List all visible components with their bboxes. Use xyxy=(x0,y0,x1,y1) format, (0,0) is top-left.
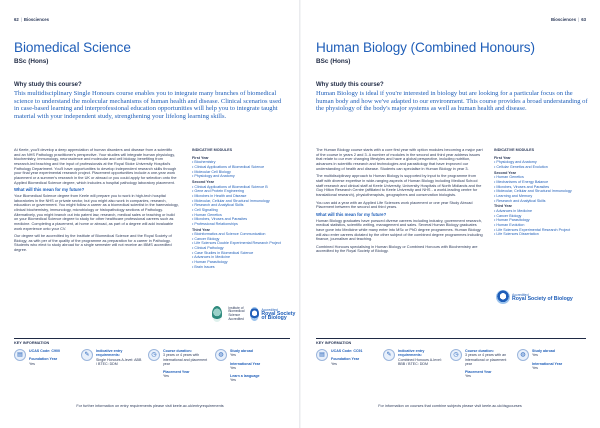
module-item: • Life Sciences Double Experimental Research Project xyxy=(192,241,287,246)
body-paragraph: The Human Biology course starts with a core first year with option modules becoming a major part of the course in years 2 and 3. A number of modules in the second and third year address issues that relate to our ever changing lifestyles and have a global perspective, including nutrition, advances in scientific research and technologies and parasitology that have improved our understanding of health and disease. Students can specialise in Human Biology in year 3. xyxy=(316,148,483,171)
entry-value: Single Honours A-level: ABB / BTEC: DDM xyxy=(96,357,142,366)
body-paragraph: Our degree will be accredited by the Institute of Biomedical Science and the Royal Society of Biology, as with per of the quality of the programme as preparation for a career in Pathology. Students who elect to study abroad for a single semester will not receive an IBMS accredited degree. xyxy=(14,234,172,253)
intl-value: Yes xyxy=(532,365,538,370)
body-paragraph: Combined Honours specialising in Human Biology or Combined Honours with Biochemistry are accredited by the Royal Society of Biology. xyxy=(316,244,478,254)
entry-icon: ✎ xyxy=(383,349,395,361)
header-separator: | xyxy=(20,17,22,22)
future-heading: What will this mean for my future? xyxy=(316,211,387,217)
future-heading: What will this mean for my future? xyxy=(14,187,85,193)
year-heading: First Year xyxy=(494,155,511,160)
entry-info xyxy=(81,349,143,383)
page-number: 62 xyxy=(14,17,19,22)
footer-note: For further information on entry requirements please visit keele.ac.uk/entryrequirements xyxy=(76,404,224,408)
module-item: • Physiology and Anatomy xyxy=(192,174,287,179)
intl-label: International Year xyxy=(532,361,563,366)
rsb-logo xyxy=(496,290,573,304)
why-heading: Why study this course? xyxy=(14,82,82,88)
key-info-heading: KEY INFORMATION xyxy=(316,341,352,345)
section-label: Biosciences xyxy=(23,17,49,22)
module-item: • Microbes, Viruses and Parasites xyxy=(494,185,589,190)
body-paragraph: You can add a year with an Applied Life Sciences work placement or one year Study Abroad Placement between the second and third years. xyxy=(316,200,473,210)
module-item: • Bioinformatics and Science Communication xyxy=(192,232,287,237)
rsb-accredited: Accredited xyxy=(512,293,529,297)
module-item: • Biochemistry xyxy=(192,160,287,165)
module-list xyxy=(494,209,589,237)
ucas-icon: ▤ xyxy=(316,349,328,361)
module-item: • Human Genetics xyxy=(494,175,589,180)
rsb-logo-icon xyxy=(250,307,259,321)
module-item: • Gene and Protein Engineering xyxy=(192,189,287,194)
placement-label: Placement Year xyxy=(163,370,190,375)
module-item: • Human Parasitology xyxy=(192,260,287,265)
module-item: • Clinical Applications of Biomedical Science B xyxy=(192,185,287,190)
footer-note: For information on courses that combine subjects please visit keele.ac.uk/dsgcourses xyxy=(378,404,522,408)
why-study-section xyxy=(316,82,588,113)
abroad-label: Study abroad xyxy=(532,349,555,353)
entry-label: Indicative entry requirements: xyxy=(96,349,123,358)
course-award: BSc (Hons) xyxy=(14,58,49,65)
why-study-section xyxy=(14,82,284,121)
ucas-code: UCAS Code: CC91 xyxy=(331,349,363,353)
year-heading: Third Year xyxy=(192,227,210,232)
language-label: Learn a language xyxy=(230,374,260,379)
module-item: • Life Sciences Experimental Research Project xyxy=(494,228,589,233)
globe-icon: ◍ xyxy=(517,349,529,361)
module-item: • Microbes in Health and Disease xyxy=(192,194,287,199)
year-heading: Second Year xyxy=(494,170,517,175)
body-paragraph: The multidisciplinary approach to Human Biology is supported by input to the programme from staff with diverse expertise in wide-ranging aspects of Human Biology including Medical School staff research and clinical staff at Keele University, University Hospitals of North Midlands and the Guy Hilton Research Centre (affiliated to Keele University and NHS - a world-leading centre for translational research), physiotherapists, geographers and conservation biologists. xyxy=(316,174,482,197)
module-item: • Learning and Memory xyxy=(494,194,589,199)
rsb-name: Royal Society of Biology xyxy=(261,311,296,321)
foundation-label: Foundation Year xyxy=(331,357,360,362)
clock-icon: ◷ xyxy=(450,349,462,361)
foundation-value: Yes xyxy=(331,361,337,366)
module-list xyxy=(192,160,287,179)
indicative-modules xyxy=(192,148,287,269)
course-title: Biomedical Science xyxy=(14,40,131,55)
module-item: • Professional Relationships xyxy=(192,222,287,227)
ibms-logo-icon xyxy=(212,306,222,322)
language-value: Yes xyxy=(230,378,236,383)
year-heading: Second Year xyxy=(192,179,215,184)
abroad-info xyxy=(215,349,277,383)
module-item: • Life Sciences Dissertation xyxy=(494,232,589,237)
abroad-info xyxy=(517,349,579,379)
globe-icon: ◍ xyxy=(215,349,227,361)
rsb-logo-text xyxy=(512,293,573,301)
module-item: • Microbes, Viruses and Parasites xyxy=(192,217,287,222)
key-info-grid xyxy=(14,349,290,383)
entry-value: Combined Honours A-level: BBB / BTEC: DDM xyxy=(398,357,442,366)
ucas-info xyxy=(14,349,76,383)
modules-heading: INDICATIVE MODULES xyxy=(192,148,233,152)
module-list xyxy=(494,175,589,203)
clock-icon: ◷ xyxy=(148,349,160,361)
key-information xyxy=(316,338,586,402)
body-text xyxy=(316,148,484,257)
duration-info xyxy=(450,349,512,379)
body-paragraph: At Keele, you'll develop a deep appreciation of human disorders and disease from a scientific and an NHS Pathology practitioner's perspective. Your studies will integrate human physiology, biochemistry, immunology, neuroscience and molecular and cell biology, benefiting from research-led teaching and the input of professionals at the Royal Stoke University Hospital's Pathology Department. You'll have opportunities to develop independent research skills through your final year experimental research project. Placement opportunities include a one-year work placement or a summer's research in the UK or abroad or you could apply for selection onto the Applied Biomedical Science degree, which includes a hospital pathology laboratory placement. xyxy=(14,148,177,185)
rsb-name: Royal Society of Biology xyxy=(512,296,573,302)
indicative-modules xyxy=(494,148,589,237)
accreditation-logos xyxy=(212,306,300,322)
intl-value: Yes xyxy=(230,365,236,370)
duration-label: Course duration: xyxy=(465,349,494,353)
rsb-logo xyxy=(250,307,300,321)
modules-heading: INDICATIVE MODULES xyxy=(494,148,535,152)
abroad-value: Yes xyxy=(532,353,538,358)
duration-value: 3 years or 4 years with an international or placement year xyxy=(465,353,507,366)
entry-label: Indicative entry requirements: xyxy=(398,349,425,358)
year-heading: Third Year xyxy=(494,204,512,209)
ibms-logo-text: Institute of Biomedical Science Accredited xyxy=(228,305,245,321)
module-item: • Human Genetics xyxy=(192,213,287,218)
body-paragraph: Your Biomedical Science degree from Keele will prepare you to work in high-tech hospital laboratories in the NHS or private sector, but you might also work in companies, research, education or government. You might follow a career as a biomedical scientist in the haematology, clinical biochemistry, immunology, microbiology or histopathology sections of Pathology. Alternatively, you might branch out into patent law, research, medical sales or teaching or build on your Biomedical Science degree to study for other healthcare professional careers such as medicine. Completing a placement, at home or abroad, as part of a degree will add invaluable work experience onto your CV. xyxy=(14,193,179,231)
foundation-value: Yes xyxy=(29,361,35,366)
right-page xyxy=(300,0,600,428)
duration-info xyxy=(148,349,210,383)
module-list xyxy=(192,232,287,269)
module-item: • Cancer Biology xyxy=(192,237,287,242)
running-header xyxy=(551,17,586,22)
rsb-logo-icon xyxy=(496,290,510,304)
foundation-label: Foundation Year xyxy=(29,357,58,362)
body-text xyxy=(14,148,179,256)
section-label: Biosciences xyxy=(551,17,577,22)
why-text: Human Biology is ideal if you're interested in biology but are looking for a particular focus on the human body and how we've adapted to our environment. This course provides a broad understanding of the physiology of the body's major systems as well as human health and disease. xyxy=(316,90,588,113)
module-item: • Advances in Medicine xyxy=(192,255,287,260)
module-item: • Molecular, Cellular and Structural Immunology xyxy=(192,199,287,204)
module-item: • Advances in Medicine xyxy=(494,209,589,214)
why-heading: Why study this course? xyxy=(316,82,384,88)
body-paragraph: Human Biology graduates have pursued diverse careers including industry, government research, medical statistics, scientific writing, management and sales. Several Human Biology graduates have gone into Medicine while many enter into MSc or PhD degree programmes. Human Biology will also enter careers dictated by the other subject of the combined degree programmes including finance, journalism and teaching. xyxy=(316,218,483,242)
entry-info xyxy=(383,349,445,379)
module-item: • Cell Signalling xyxy=(192,208,287,213)
module-item: • Clinical Applications of Biomedical Science xyxy=(192,165,287,170)
ucas-code: UCAS Code: C900 xyxy=(29,349,60,353)
key-info-heading: KEY INFORMATION xyxy=(14,341,50,345)
placement-label: Placement Year xyxy=(465,370,492,375)
why-text: This multidisciplinary Single Honours course enables you to integrate many branches of biomedical science to understand the molecular mechanisms of human health and disease. Clinical scenarios used in case-based learning and interprofessional education opportunities will help you to integrate taught material with your independent study, strengthening your lifelong learning skills. xyxy=(14,90,282,121)
module-item: • Research and Analytical Skills xyxy=(494,199,589,204)
module-item: • Cellular Genetics and Evolution xyxy=(494,165,589,170)
abroad-value: Yes xyxy=(230,353,236,358)
ucas-icon: ▤ xyxy=(14,349,26,361)
module-list xyxy=(494,160,589,169)
duration-label: Course duration: xyxy=(163,349,192,353)
entry-icon: ✎ xyxy=(81,349,93,361)
page-number: 63 xyxy=(581,17,586,22)
module-item: • Physiology and Anatomy xyxy=(494,160,589,165)
module-item: • Cancer Biology xyxy=(494,214,589,219)
year-heading: First Year xyxy=(192,155,209,160)
placement-value: Yes xyxy=(163,374,169,379)
module-item: • Clinical Pathology xyxy=(192,246,287,251)
module-item: • Mechanisms of Energy Balance xyxy=(494,180,589,185)
ucas-info xyxy=(316,349,378,379)
module-item: • Human Evolution xyxy=(494,223,589,228)
course-award: BSc (Hons) xyxy=(316,58,351,65)
course-title: Human Biology (Combined Honours) xyxy=(316,40,535,55)
module-item: • Case Studies in Biomedical Science xyxy=(192,251,287,256)
abroad-label: Study abroad xyxy=(230,349,253,353)
rsb-logo-text xyxy=(261,308,300,320)
module-item: • Molecular, Cellular and Structural Immunology xyxy=(494,189,589,194)
divider xyxy=(14,338,290,339)
header-separator: | xyxy=(578,17,580,22)
module-item: • Human Parasitology xyxy=(494,218,589,223)
key-information xyxy=(14,338,290,402)
divider xyxy=(316,338,586,339)
module-item: • Molecular Cell Biology xyxy=(192,170,287,175)
module-item: • Research and Analytical Skills xyxy=(192,203,287,208)
running-header xyxy=(14,17,49,22)
key-info-grid xyxy=(316,349,586,379)
rsb-accredited: Accredited xyxy=(261,308,278,312)
module-item: • Brain Issues xyxy=(192,265,287,270)
intl-label: International Year xyxy=(230,361,261,366)
module-list xyxy=(192,185,287,227)
placement-value: Yes xyxy=(465,374,471,379)
duration-value: 3 years or 4 years with international and placement year xyxy=(163,353,208,366)
